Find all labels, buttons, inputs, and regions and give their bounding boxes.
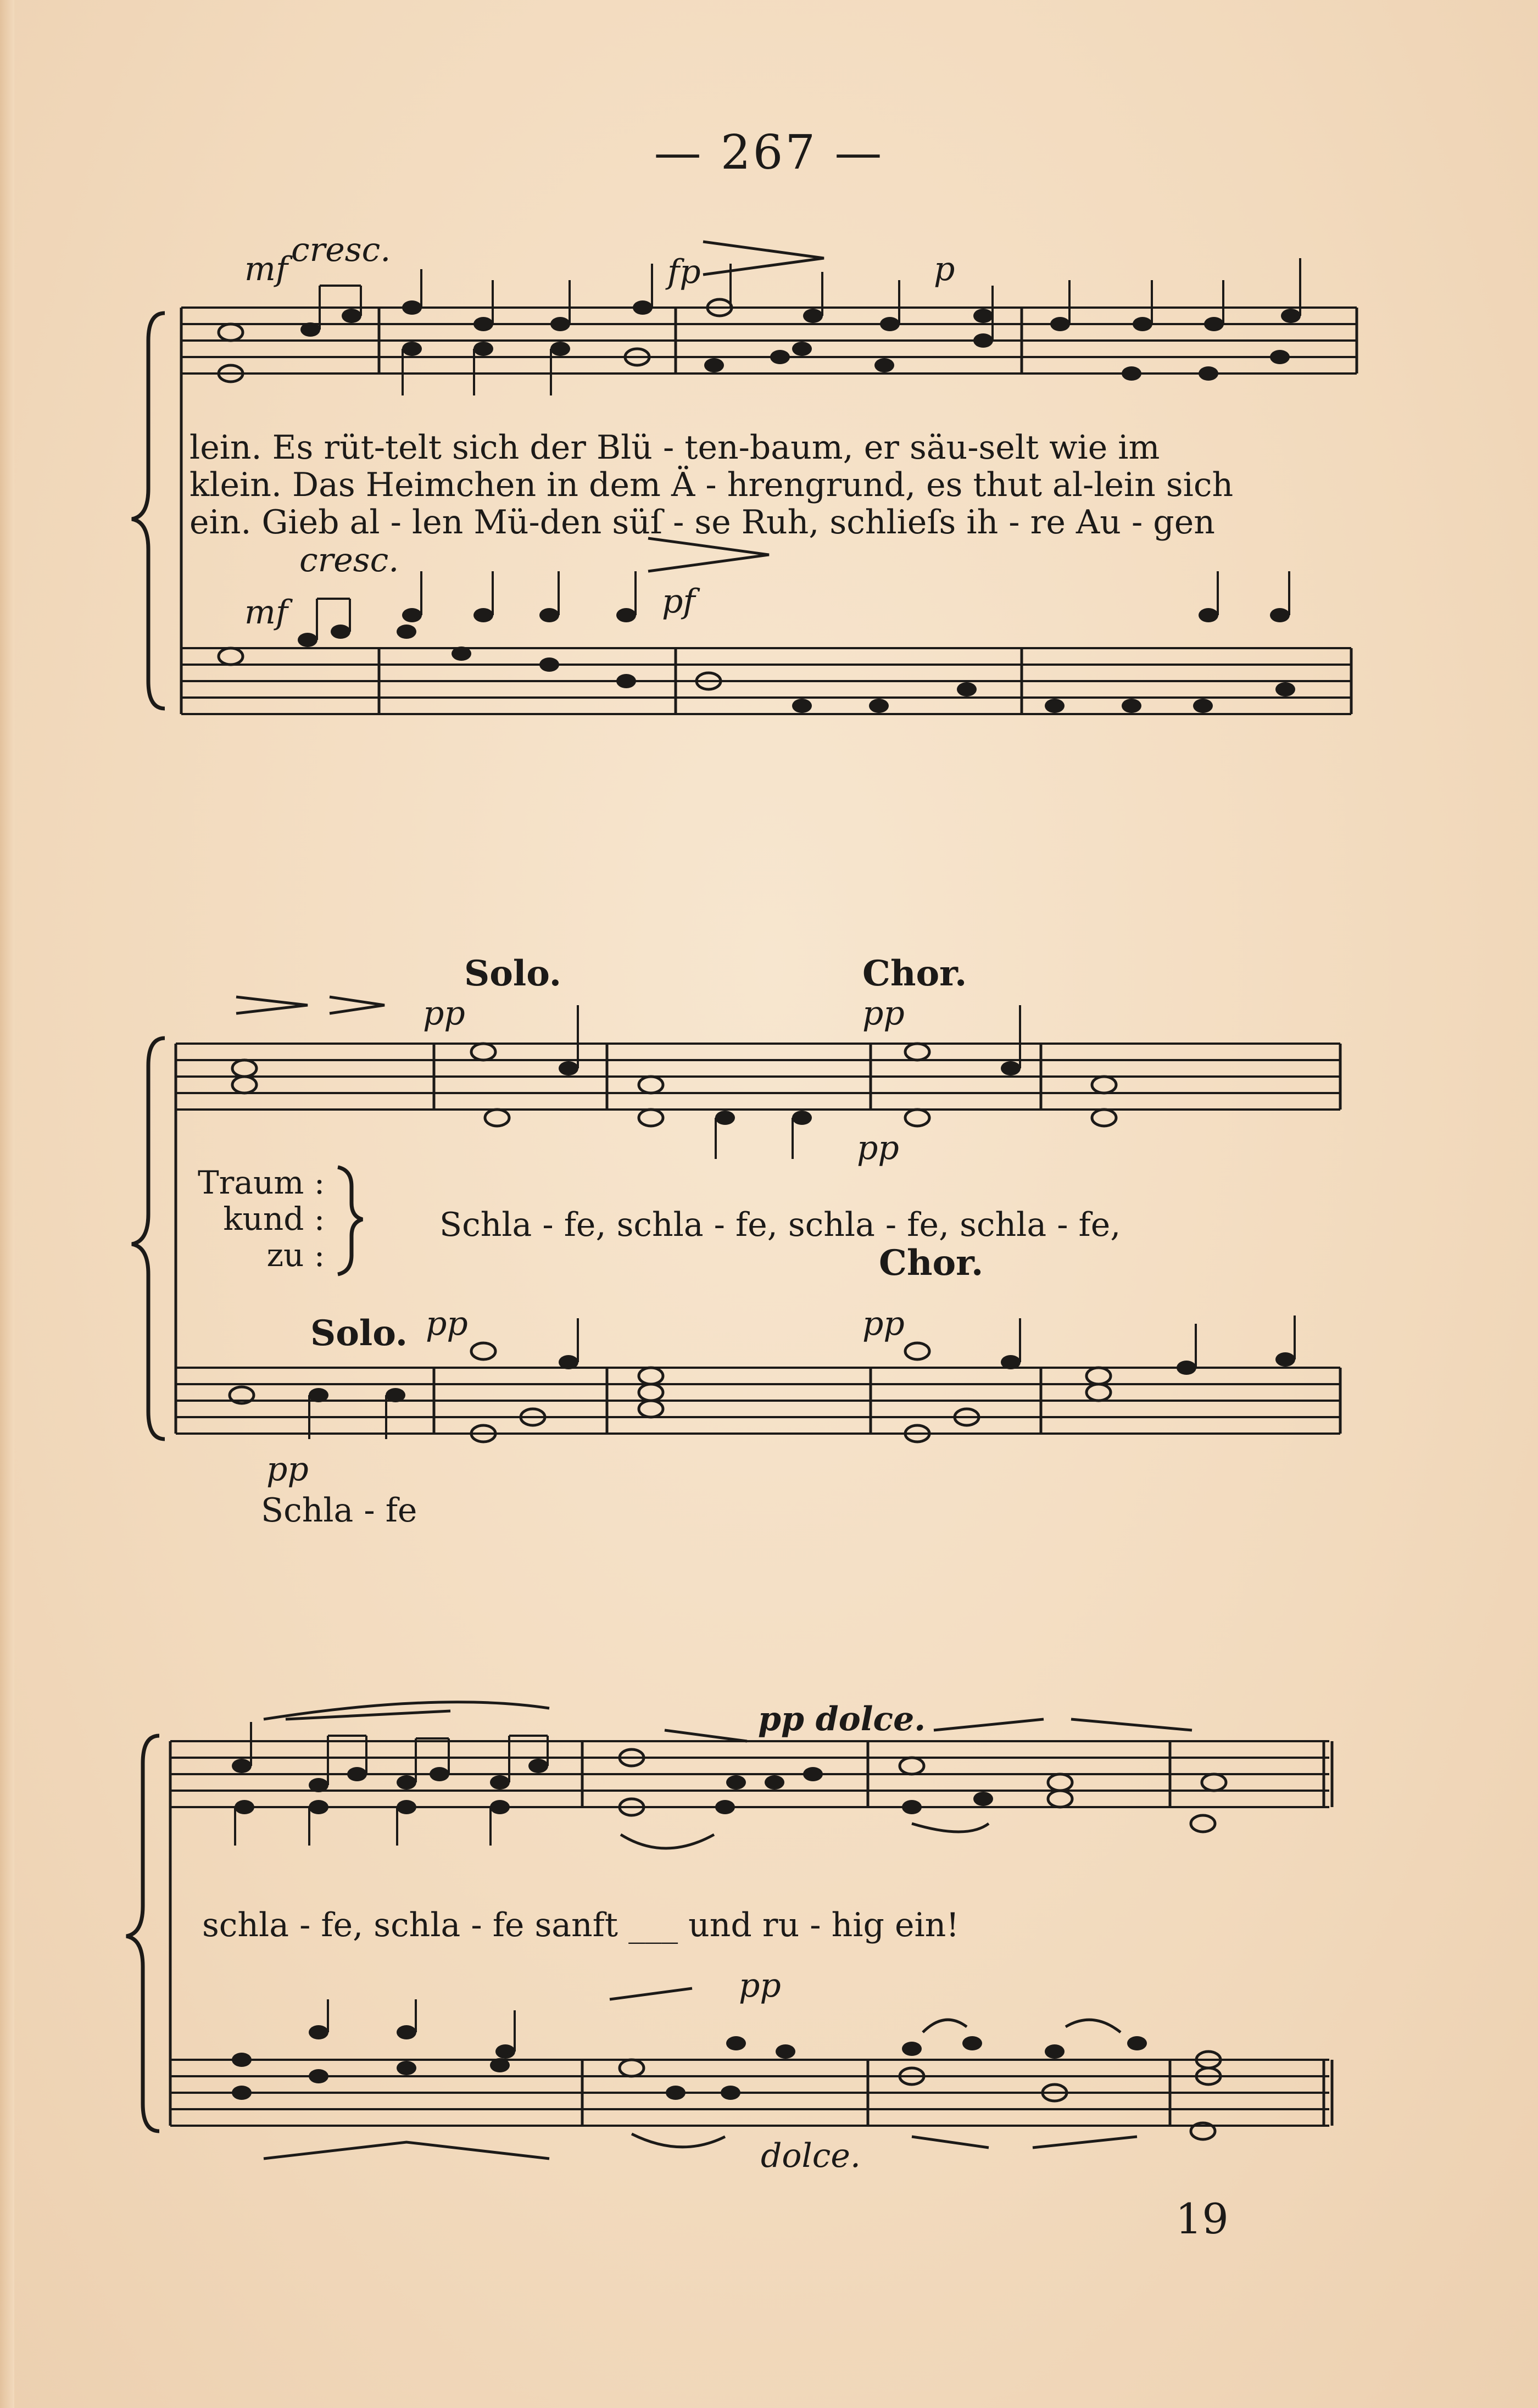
speaker-kund: kund :: [223, 1200, 325, 1238]
dynamic-mf-1: mf: [244, 250, 288, 288]
dynamic-fp: fp: [667, 253, 701, 291]
lyric-schlafe-lower: Schla - fe: [261, 1491, 417, 1530]
dynamic-pp-dolce: pp dolce.: [758, 1700, 926, 1738]
chor-label-lower: Chor.: [879, 1242, 984, 1284]
dynamic-pp-4: pp: [426, 1305, 468, 1343]
lyric-schlafe-final: schla - fe, schla - fe sanft ___ und ru - hig ein!: [202, 1906, 960, 1944]
page-number: — 267 —: [654, 125, 884, 180]
dynamic-cresc-2: cresc.: [299, 541, 399, 579]
dynamic-pp-2: pp: [862, 994, 905, 1033]
dynamic-pp-5: pp: [862, 1305, 905, 1343]
footer-signature-number: 19: [1175, 2194, 1229, 2243]
dynamic-pp-6: pp: [266, 1450, 309, 1489]
lyric-line-2: klein. Das Heimchen in dem Ä - hrengrund, es thut al-lein sich: [190, 466, 1234, 504]
dynamic-dolce: dolce.: [761, 2137, 861, 2175]
dynamic-pp-lower: pp: [739, 1966, 781, 2005]
lower-staff-notes-3: [232, 1988, 1221, 2159]
lyric-line-3: ein. Gieb al - len Mü-den süſ - se Ruh, schlieſs ih - re Au - gen: [190, 503, 1215, 542]
solo-label-lower: Solo.: [310, 1313, 408, 1354]
chor-label: Chor.: [862, 953, 967, 994]
dynamic-pf: pf: [662, 582, 695, 621]
dynamic-pp-1: pp: [423, 994, 465, 1033]
dynamic-mf-2: mf: [244, 593, 288, 632]
dynamic-pp-3: pp: [857, 1129, 899, 1167]
dynamic-cresc-1: cresc.: [291, 231, 391, 269]
speaker-zu: zu :: [266, 1236, 325, 1274]
lyric-schlafe-2: Schla - fe, schla - fe, schla - fe, schla - fe,: [439, 1206, 1121, 1244]
dynamic-p: p: [934, 250, 955, 288]
lyric-line-1: lein. Es rüt-telt sich der Blü - ten-baum, er säu-selt wie im: [190, 428, 1160, 467]
speaker-traum: Traum :: [198, 1164, 325, 1201]
solo-label: Solo.: [464, 953, 562, 994]
